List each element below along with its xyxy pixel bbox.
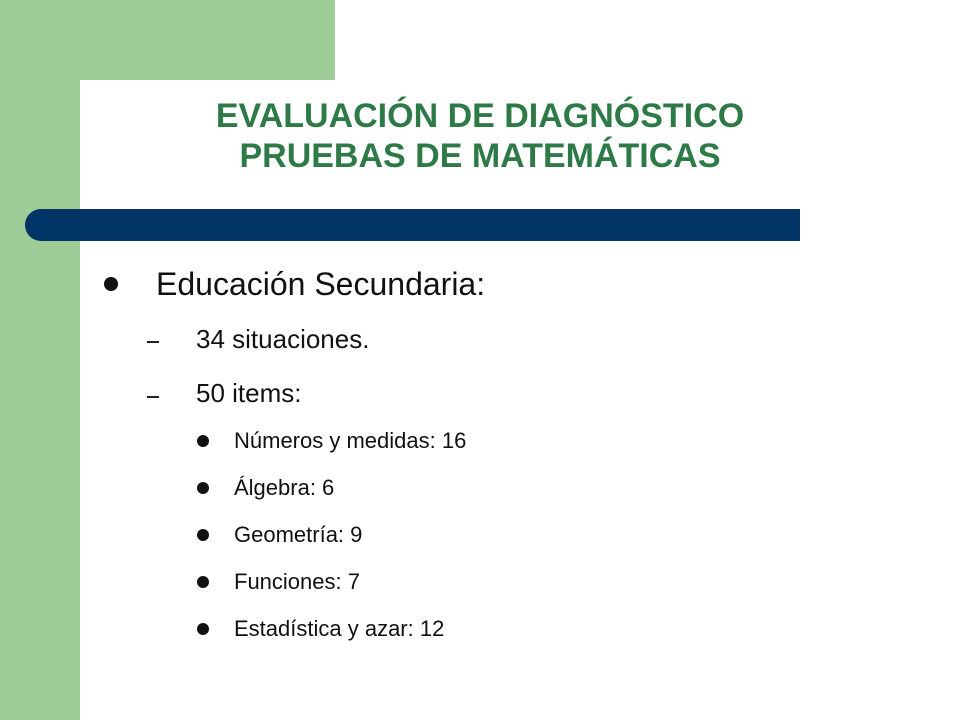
bullet-level1 xyxy=(104,277,118,291)
bullet-level3 xyxy=(197,482,209,494)
bullet-level3 xyxy=(197,529,209,541)
level3-item: Números y medidas: 16 xyxy=(234,428,467,453)
bullet-level3 xyxy=(197,623,209,635)
level1-text: Educación Secundaria: xyxy=(156,266,486,302)
bullet-level3 xyxy=(197,435,209,447)
level2-item: 34 situaciones. xyxy=(196,324,370,354)
bullet-level3 xyxy=(197,576,209,588)
green-accent-side xyxy=(0,0,80,720)
level3-item: Funciones: 7 xyxy=(234,569,360,594)
level2-item: 50 items: xyxy=(196,378,302,408)
title-line-1: EVALUACIÓN DE DIAGNÓSTICO xyxy=(215,97,745,135)
title-line-2: PRUEBAS DE MATEMÁTICAS xyxy=(239,137,721,175)
slide-title xyxy=(80,96,880,176)
level3-item: Geometría: 9 xyxy=(234,522,363,547)
dash-icon xyxy=(147,341,159,343)
level3-item: Estadística y azar: 12 xyxy=(234,616,445,641)
dash-icon xyxy=(147,396,159,398)
title-underline-bar xyxy=(25,209,800,241)
level3-item: Álgebra: 6 xyxy=(234,475,335,500)
